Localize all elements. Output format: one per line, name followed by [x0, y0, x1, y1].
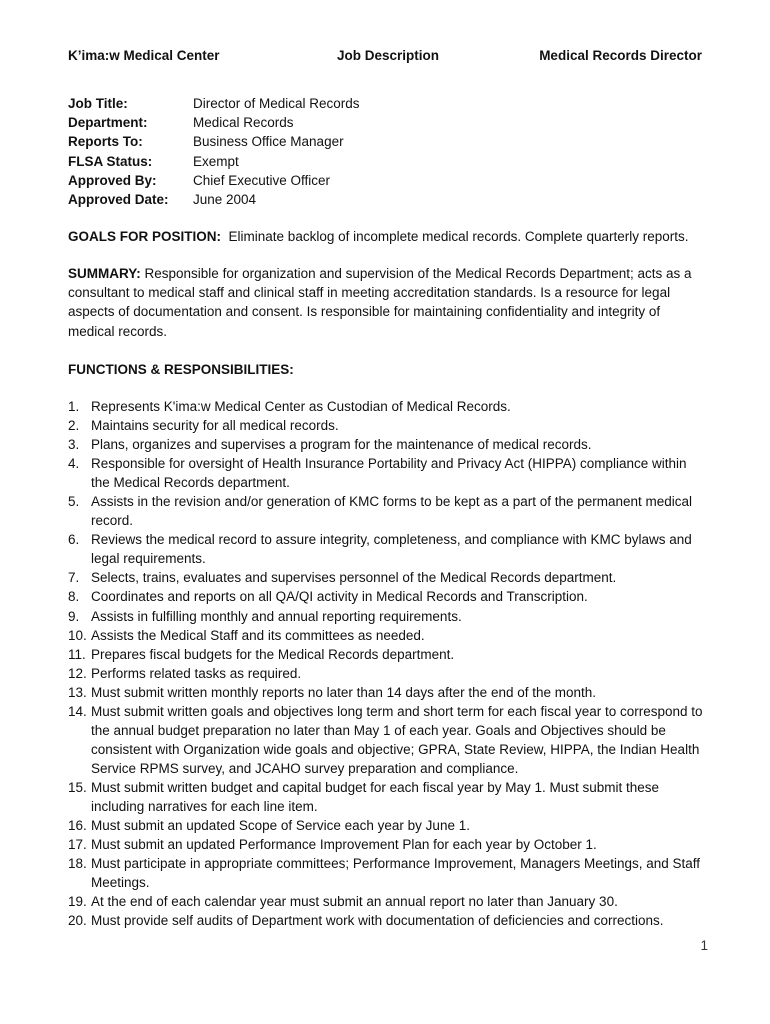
list-item-number: 16. — [68, 818, 87, 834]
list-item-text: Coordinates and reports on all QA/QI activity in Medical Records and Transcription. — [91, 589, 588, 605]
list-item-text: At the end of each calendar year must submit an annual report no later than January 30. — [91, 894, 618, 910]
list-item — [68, 816, 708, 835]
list-item-number: 10. — [68, 627, 87, 643]
list-item-number: 2. — [68, 418, 80, 434]
document-page — [68, 0, 708, 1024]
list-item — [68, 587, 708, 606]
list-item — [68, 454, 708, 492]
summary-label: SUMMARY: — [68, 266, 141, 281]
list-item — [68, 835, 708, 854]
meta-label: Job Title: — [68, 96, 128, 111]
list-item-number: 7. — [68, 570, 80, 586]
list-item-text: Assists the Medical Staff and its committees as needed. — [91, 627, 425, 643]
functions-heading: FUNCTIONS & RESPONSIBILITIES: — [68, 362, 294, 377]
meta-value: June 2004 — [193, 191, 257, 207]
list-item-text: Assists in the revision and/or generation of KMC forms to be kept as a part of the permanent medical record. — [91, 494, 693, 529]
list-item — [68, 892, 708, 911]
list-item — [68, 645, 708, 664]
list-item — [68, 568, 708, 587]
list-item-number: 19. — [68, 894, 87, 910]
list-item-text: Must provide self audits of Department work with documentation of deficiencies and corrections. — [91, 913, 664, 929]
list-item — [68, 607, 708, 626]
list-item — [68, 702, 708, 778]
header-organization: K’ima:w Medical Center — [68, 48, 220, 63]
page-number: 1 — [700, 938, 708, 953]
meta-row-job-title — [68, 94, 668, 113]
list-item — [68, 778, 708, 816]
meta-label: FLSA Status: — [68, 153, 153, 169]
meta-row-department — [68, 113, 668, 132]
goals-section — [68, 227, 708, 246]
job-metadata — [68, 94, 668, 209]
list-item-text: Must submit an updated Scope of Service each year by June 1. — [91, 818, 470, 834]
header-document-type: Job Description — [337, 48, 440, 63]
meta-row-approved-date — [68, 190, 668, 209]
header-position: Medical Records Director — [539, 48, 702, 63]
goals-text: Eliminate backlog of incomplete medical records. Complete quarterly reports. — [228, 229, 689, 244]
list-item-number: 9. — [68, 608, 80, 624]
list-item-number: 13. — [68, 684, 87, 700]
list-item — [68, 683, 708, 702]
list-item-text: Represents K'ima:w Medical Center as Custodian of Medical Records. — [91, 399, 511, 414]
list-item — [68, 397, 708, 416]
list-item-text: Reviews the medical record to assure integrity, completeness, and compliance with KMC bylaws and legal requirements. — [91, 532, 692, 567]
meta-value: Exempt — [193, 153, 239, 169]
list-item-number: 20. — [68, 913, 87, 929]
list-item — [68, 435, 708, 454]
meta-row-reports-to — [68, 132, 668, 151]
list-item-text: Maintains security for all medical records. — [91, 418, 339, 434]
list-item-text: Must submit written goals and objectives long term and short term for each fiscal year to correspond to the annual budget preparation no later than May 1 of each year. Goals and Objectives should be consistent with Organization wide goals and objective; GPRA, State Review, HIPPA, the Indian Health Service RPMS survey, and JCAHO survey preparation and compliance. — [91, 703, 703, 776]
list-item-text: Must submit an updated Performance Improvement Plan for each year by October 1. — [91, 837, 597, 853]
summary-section — [68, 264, 708, 341]
list-item-text: Must participate in appropriate committees; Performance Improvement, Managers Meetings, and Staff Meetings. — [91, 856, 701, 891]
list-item-number: 8. — [68, 589, 80, 605]
list-item-text: Prepares fiscal budgets for the Medical Records department. — [91, 646, 455, 662]
meta-value: Medical Records — [193, 115, 294, 131]
list-item — [68, 492, 708, 530]
list-item-number: 11. — [68, 646, 86, 662]
list-item-number: 14. — [68, 703, 87, 719]
list-item-text: Performs related tasks as required. — [91, 665, 302, 681]
responsibilities-list — [68, 397, 708, 930]
meta-label: Approved Date: — [68, 191, 169, 207]
list-item-number: 6. — [68, 532, 80, 548]
list-item-text: Responsible for oversight of Health Insurance Portability and Privacy Act (HIPPA) compliance within the Medical Records department. — [91, 456, 687, 491]
list-item-text: Must submit written monthly reports no later than 14 days after the end of the month. — [91, 684, 597, 700]
list-item-number: 5. — [68, 494, 80, 510]
list-item — [68, 664, 708, 683]
list-item-number: 17. — [68, 837, 87, 853]
list-item-number: 18. — [68, 856, 87, 872]
meta-label: Reports To: — [68, 134, 143, 150]
list-item — [68, 626, 708, 645]
list-item-number: 1. — [68, 399, 80, 414]
list-item-number: 3. — [68, 437, 80, 453]
goals-label: GOALS FOR POSITION: — [68, 229, 222, 244]
meta-value: Chief Executive Officer — [193, 172, 331, 188]
meta-value: Director of Medical Records — [193, 96, 360, 111]
meta-label: Approved By: — [68, 172, 157, 188]
meta-value: Business Office Manager — [193, 134, 344, 150]
list-item — [68, 530, 708, 568]
list-item-text: Assists in fulfilling monthly and annual reporting requirements. — [91, 608, 462, 624]
list-item-text: Selects, trains, evaluates and supervises personnel of the Medical Records department. — [91, 570, 617, 586]
summary-text: Responsible for organization and supervision of the Medical Records Department; acts as a consultant to medical staff and clinical staff in meeting accreditation standards. Is a resource for legal aspects of documentation and consent. Is responsible for maintaining confidentiality and integrity of medical records. — [68, 266, 692, 339]
meta-row-approved-by — [68, 171, 668, 190]
page-header — [68, 48, 702, 66]
list-item-number: 4. — [68, 456, 80, 472]
list-item — [68, 416, 708, 435]
meta-row-flsa-status — [68, 152, 668, 171]
list-item — [68, 854, 708, 892]
meta-label: Department: — [68, 115, 148, 131]
list-item — [68, 911, 708, 930]
list-item-number: 15. — [68, 779, 87, 795]
list-item-text: Plans, organizes and supervises a program for the maintenance of medical records. — [91, 437, 592, 453]
list-item-number: 12. — [68, 665, 87, 681]
list-item-text: Must submit written budget and capital budget for each fiscal year by May 1. Must submit these including narratives for each line item. — [91, 779, 660, 814]
